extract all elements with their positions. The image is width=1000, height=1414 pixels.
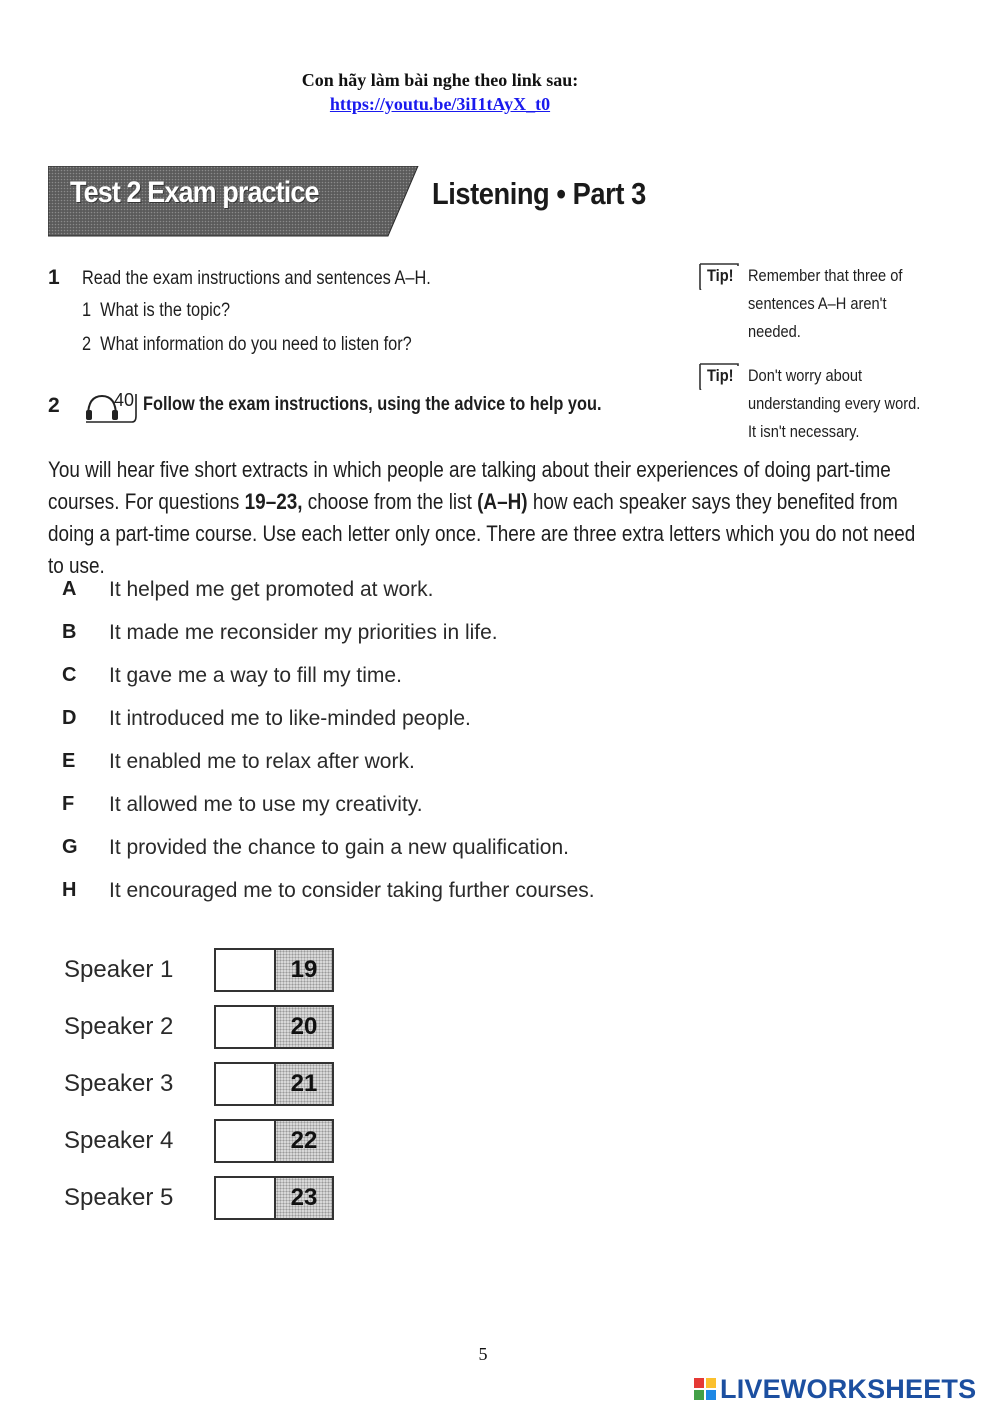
speaker-label: Speaker 2 xyxy=(64,1013,174,1040)
header-instruction: Con hãy làm bài nghe theo link sau: xyxy=(301,70,579,90)
tip-line: sentences A–H aren't xyxy=(748,294,887,313)
option-letter: B xyxy=(62,621,77,643)
header-block xyxy=(0,68,880,116)
option-letter: H xyxy=(62,879,77,901)
speaker-row-5 xyxy=(64,1176,364,1222)
speaker-row-2 xyxy=(64,1005,364,1051)
answer-input-23[interactable] xyxy=(216,1178,276,1218)
instructions-text: how each speaker says they benefited from doing a part-time course. Use each letter only once. There are three extra letters which you do not need to use. xyxy=(48,489,916,578)
task1-number: 1 xyxy=(48,266,60,289)
task2-text: Follow the exam instructions, using the advice to help you. xyxy=(143,394,602,415)
section-title: Listening • Part 3 xyxy=(432,176,646,211)
question-number: 19 xyxy=(276,950,332,990)
option-text: It introduced me to like-minded people. xyxy=(109,707,471,730)
speaker-label: Speaker 1 xyxy=(64,956,174,983)
option-letter: G xyxy=(62,836,78,858)
liveworksheets-logo xyxy=(694,1374,976,1404)
tip-line: needed. xyxy=(748,322,801,341)
answer-box xyxy=(214,948,334,992)
option-text: It gave me a way to fill my time. xyxy=(109,664,402,687)
task2-number: 2 xyxy=(48,394,60,417)
option-h xyxy=(62,879,762,909)
speaker-row-4 xyxy=(64,1119,364,1165)
option-g xyxy=(62,836,762,866)
option-text: It provided the chance to gain a new qualification. xyxy=(109,836,569,859)
question-number: 20 xyxy=(276,1007,332,1047)
question-number: 22 xyxy=(276,1121,332,1161)
instructions-text: You will hear five short extracts in which people are talking about their experiences of doing part-time courses. For questions xyxy=(48,457,891,514)
answer-box xyxy=(214,1005,334,1049)
sub-text: What is the topic? xyxy=(100,300,231,321)
question-number: 23 xyxy=(276,1178,332,1218)
task1-sub-2 xyxy=(82,334,412,356)
option-f xyxy=(62,793,762,823)
answer-input-19[interactable] xyxy=(216,950,276,990)
option-text: It allowed me to use my creativity. xyxy=(109,793,423,816)
letter-range: (A–H) xyxy=(477,489,528,514)
answer-box xyxy=(214,1062,334,1106)
track-number: 40 xyxy=(114,390,135,410)
option-a xyxy=(62,578,762,608)
option-b xyxy=(62,621,762,651)
option-letter: F xyxy=(62,793,75,815)
liveworksheets-logo-icon xyxy=(694,1378,716,1400)
instructions-text: choose from the list xyxy=(302,489,478,514)
option-text: It enabled me to relax after work. xyxy=(109,750,415,773)
option-text: It encouraged me to consider taking further courses. xyxy=(109,879,595,902)
option-letter: C xyxy=(62,664,77,686)
option-letter: A xyxy=(62,578,77,600)
option-c xyxy=(62,664,762,694)
tip-line: Remember that three of xyxy=(748,266,903,285)
tip-line: Don't worry about xyxy=(748,366,863,385)
brand-name: LIVEWORKSHEETS xyxy=(720,1373,977,1404)
tip-label: Tip! xyxy=(707,266,734,285)
answer-input-21[interactable] xyxy=(216,1064,276,1104)
test-banner xyxy=(48,166,420,238)
answer-input-20[interactable] xyxy=(216,1007,276,1047)
option-letter: D xyxy=(62,707,77,729)
banner-title: Test 2 Exam practice xyxy=(70,176,319,209)
option-d xyxy=(62,707,762,737)
sub-text: What information do you need to listen for? xyxy=(100,334,412,355)
exam-instructions xyxy=(48,454,934,582)
answer-box xyxy=(214,1176,334,1220)
question-range: 19–23, xyxy=(244,489,303,514)
speaker-label: Speaker 5 xyxy=(64,1184,174,1211)
listening-link[interactable]: https://youtu.be/3iI1tAyX_t0 xyxy=(329,94,551,114)
option-text: It helped me get promoted at work. xyxy=(109,578,434,601)
option-e xyxy=(62,750,762,780)
option-letter: E xyxy=(62,750,76,772)
sub-number: 1 xyxy=(82,300,92,321)
answer-input-22[interactable] xyxy=(216,1121,276,1161)
option-text: It made me reconsider my priorities in life. xyxy=(109,621,498,644)
speaker-row-3 xyxy=(64,1062,364,1108)
question-number: 21 xyxy=(276,1064,332,1104)
speaker-row-1 xyxy=(64,948,364,994)
task1-text: Read the exam instructions and sentences A–H. xyxy=(82,268,431,289)
page-number: 5 xyxy=(478,1344,488,1364)
sub-number: 2 xyxy=(82,334,92,355)
audio-track-badge[interactable] xyxy=(82,386,138,426)
speaker-label: Speaker 4 xyxy=(64,1127,174,1154)
answer-box xyxy=(214,1119,334,1163)
tip-line: understanding every word. xyxy=(748,394,921,413)
tip-line: It isn't necessary. xyxy=(748,422,860,441)
task1-sub-1 xyxy=(82,300,230,322)
speaker-label: Speaker 3 xyxy=(64,1070,174,1097)
tip-label: Tip! xyxy=(707,366,734,385)
